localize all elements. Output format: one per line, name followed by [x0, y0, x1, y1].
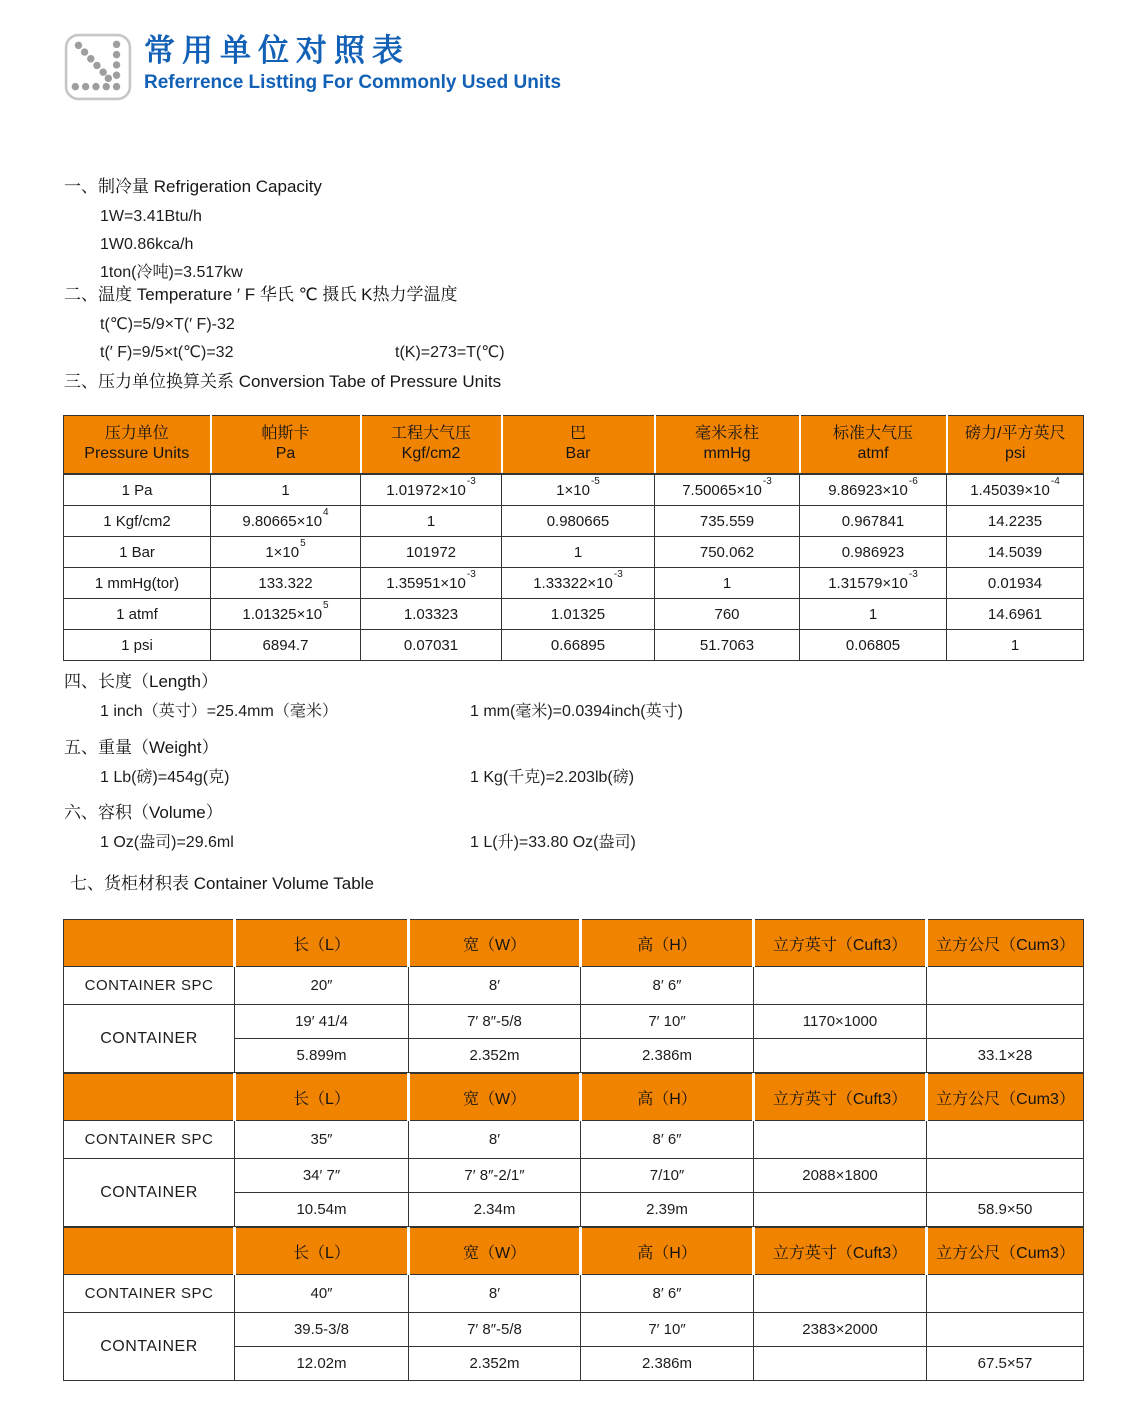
container-volume-tables [63, 919, 1084, 1381]
container-row-label: CONTAINER SPC [64, 1275, 235, 1313]
pressure-cell: 760 [655, 599, 800, 630]
container-header-cell [64, 1074, 235, 1121]
container-cell: 2088×1800 [754, 1159, 927, 1193]
pressure-header-cell: 工程大气压 Kgf/cm2 [361, 416, 502, 475]
pressure-table [63, 415, 1084, 661]
container-cell: 2.352m [409, 1347, 581, 1381]
container-cell: 2.386m [581, 1347, 754, 1381]
pressure-cell: $9.86923\times 10^{-6}$ [800, 474, 947, 506]
container-header-row [64, 1074, 1084, 1121]
pressure-cell: $1.01972\times 10^{-3}$ [361, 474, 502, 506]
formula-right: 1 L(升)=33.80 Oz(盎司) [470, 834, 636, 851]
pressure-cell: 1 [502, 537, 655, 568]
pressure-cell: 0.980665 [502, 506, 655, 537]
formula-line [100, 764, 1084, 792]
container-cell: 8′ [409, 967, 581, 1005]
formula-line [100, 829, 1084, 857]
pressure-cell: 1.01325 [502, 599, 655, 630]
pressure-cell: 0.07031 [361, 630, 502, 661]
pressure-row [64, 599, 1084, 630]
section-pressure [64, 371, 1084, 661]
container-row-label: CONTAINER SPC [64, 1121, 235, 1159]
dots-logo-icon [64, 33, 132, 101]
section-refrigeration [64, 176, 1084, 287]
pressure-cell: 750.062 [655, 537, 800, 568]
pressure-cell: 1 [947, 630, 1084, 661]
section-body [100, 764, 1084, 792]
formula-line: 1ton(冷吨)=3.517kw [100, 264, 243, 281]
container-header-cell: 高（H） [581, 1228, 754, 1275]
pressure-cell: 6894.7 [211, 630, 361, 661]
pressure-header-cell: 压力单位 Pressure Units [64, 416, 211, 475]
container-cell [754, 967, 927, 1005]
container-header-cell: 高（H） [581, 1074, 754, 1121]
container-cell: 1170×1000 [754, 1005, 927, 1039]
section-body [100, 829, 1084, 857]
pressure-cell: 0.06805 [800, 630, 947, 661]
section-length [64, 671, 1084, 726]
pressure-row [64, 506, 1084, 537]
pressure-cell: 1 mmHg(tor) [64, 568, 211, 599]
container-table [63, 1227, 1084, 1381]
container-cell: 39.5-3/8 [235, 1313, 409, 1347]
page-title: 常用单位对照表 [144, 33, 410, 68]
pressure-cell: 735.559 [655, 506, 800, 537]
pressure-cell: $1.33322\times 10^{-3}$ [502, 568, 655, 599]
formula-right: 1 mm(毫米)=0.0394inch(英寸) [470, 703, 683, 720]
container-cell [754, 1193, 927, 1227]
section-container [64, 873, 1084, 1381]
container-header-cell [64, 920, 235, 967]
container-header-cell: 立方公尺（Cum3） [927, 1074, 1084, 1121]
container-header-row [64, 920, 1084, 967]
section-heading: 七、货柜材积表 Container Volume Table [70, 874, 374, 893]
section-body [100, 311, 1084, 367]
container-cell: 8′ [409, 1121, 581, 1159]
section-heading: 二、温度 Temperature ′ F 华氏 ℃ 摄氏 K热力学温度 [64, 285, 458, 304]
container-cell: 7′ 10″ [581, 1005, 754, 1039]
pressure-cell: 1 Bar [64, 537, 211, 568]
pressure-cell: 1 [655, 568, 800, 599]
container-header-cell: 宽（W） [409, 1074, 581, 1121]
container-cell [927, 1005, 1084, 1039]
container-cell: 7/10″ [581, 1159, 754, 1193]
container-cell [927, 1275, 1084, 1313]
pressure-cell: 1 Kgf/cm2 [64, 506, 211, 537]
pressure-cell: 14.6961 [947, 599, 1084, 630]
container-spc-row [64, 1275, 1084, 1313]
pressure-cell: $9.80665\times 10^4$ [211, 506, 361, 537]
section-heading: 六、容积（Volume） [64, 803, 223, 822]
container-header-cell: 高（H） [581, 920, 754, 967]
container-spc-row [64, 1121, 1084, 1159]
container-cell: 20″ [235, 967, 409, 1005]
pressure-header-cell: 巴 Bar [502, 416, 655, 475]
pressure-cell: $1\times 10^5$ [211, 537, 361, 568]
formula-left: t(′ F)=9/5×t(℃)=32 [100, 344, 234, 361]
section-heading: 三、压力单位换算关系 Conversion Tabe of Pressure Units [64, 372, 502, 391]
container-cell: 8′ [409, 1275, 581, 1313]
container-header-cell: 宽（W） [409, 1228, 581, 1275]
formula-line: 1W=3.41Btu/h [100, 208, 202, 225]
formula-line: t(℃)=5/9×T(′ F)-32 [100, 316, 235, 333]
container-row [64, 1159, 1084, 1193]
container-cell [754, 1039, 927, 1073]
container-cell: 33.1×28 [927, 1039, 1084, 1073]
section-weight [64, 737, 1084, 792]
container-row [64, 1313, 1084, 1347]
formula-left: 1 inch（英寸）=25.4mm（毫米） [100, 703, 338, 720]
container-header-cell: 长（L） [235, 920, 409, 967]
container-cell: 8′ 6″ [581, 967, 754, 1005]
pressure-cell: 1 psi [64, 630, 211, 661]
pressure-cell: 0.967841 [800, 506, 947, 537]
container-cell: 2383×2000 [754, 1313, 927, 1347]
formula-right: t(K)=273=T(℃) [395, 344, 505, 361]
container-spc-row [64, 967, 1084, 1005]
container-cell [754, 1275, 927, 1313]
container-cell: 2.34m [409, 1193, 581, 1227]
container-cell [927, 1121, 1084, 1159]
pressure-cell: 0.986923 [800, 537, 947, 568]
container-table [63, 1073, 1084, 1227]
section-heading: 一、制冷量 Refrigeration Capacity [64, 177, 322, 196]
pressure-header-row [64, 416, 1084, 475]
container-cell: 12.02m [235, 1347, 409, 1381]
container-cell: 2.386m [581, 1039, 754, 1073]
container-cell [927, 967, 1084, 1005]
container-cell [927, 1159, 1084, 1193]
pressure-header-cell: 标准大气压 atmf [800, 416, 947, 475]
pressure-cell: 1 [800, 599, 947, 630]
container-header-row [64, 1228, 1084, 1275]
pressure-cell: 14.2235 [947, 506, 1084, 537]
container-header-cell: 立方公尺（Cum3） [927, 920, 1084, 967]
pressure-row [64, 568, 1084, 599]
pressure-cell: 1 atmf [64, 599, 211, 630]
container-cell: 2.39m [581, 1193, 754, 1227]
pressure-cell: 1 [211, 474, 361, 506]
container-cell: 19′ 41/4 [235, 1005, 409, 1039]
container-header-cell: 长（L） [235, 1228, 409, 1275]
container-row-label: CONTAINER SPC [64, 967, 235, 1005]
container-row-label: CONTAINER [64, 1313, 235, 1381]
container-cell: 5.899m [235, 1039, 409, 1073]
container-cell: 58.9×50 [927, 1193, 1084, 1227]
section-body [100, 203, 1084, 287]
formula-line: 1W0.86kca/h [100, 236, 194, 253]
section-volume [64, 802, 1084, 857]
section-body [100, 698, 1084, 726]
section-heading: 四、长度（Length） [64, 672, 218, 691]
container-row [64, 1005, 1084, 1039]
container-cell [754, 1121, 927, 1159]
formula-left: 1 Oz(盎司)=29.6ml [100, 834, 234, 851]
pressure-header-cell: 磅力/平方英尺 psi [947, 416, 1084, 475]
container-header-cell: 立方英寸（Cuft3） [754, 1074, 927, 1121]
container-cell: 7′ 8″-2/1″ [409, 1159, 581, 1193]
title-block [144, 33, 561, 94]
container-cell: 35″ [235, 1121, 409, 1159]
pressure-cell: 0.01934 [947, 568, 1084, 599]
pressure-cell: $1\times 10^{-5}$ [502, 474, 655, 506]
pressure-cell: 1.03323 [361, 599, 502, 630]
container-header-cell: 立方英寸（Cuft3） [754, 920, 927, 967]
container-cell: 8′ 6″ [581, 1121, 754, 1159]
pressure-row [64, 474, 1084, 506]
container-cell: 34′ 7″ [235, 1159, 409, 1193]
pressure-cell: $7.50065\times 10^{-3}$ [655, 474, 800, 506]
container-table [63, 919, 1084, 1073]
container-cell: 10.54m [235, 1193, 409, 1227]
container-cell: 2.352m [409, 1039, 581, 1073]
pressure-cell: $1.45039\times 10^{-4}$ [947, 474, 1084, 506]
container-cell: 7′ 10″ [581, 1313, 754, 1347]
container-header-cell: 立方公尺（Cum3） [927, 1228, 1084, 1275]
doc-header [64, 33, 561, 101]
formula-line [100, 339, 1084, 367]
container-cell: 67.5×57 [927, 1347, 1084, 1381]
pressure-cell: 1 [361, 506, 502, 537]
pressure-header-cell: 帕斯卡 Pa [211, 416, 361, 475]
pressure-cell: $1.01325\times 10^5$ [211, 599, 361, 630]
container-cell: 40″ [235, 1275, 409, 1313]
pressure-row [64, 630, 1084, 661]
pressure-cell: $1.35951\times 10^{-3}$ [361, 568, 502, 599]
container-header-cell: 宽（W） [409, 920, 581, 967]
pressure-cell: 101972 [361, 537, 502, 568]
pressure-cell: 14.5039 [947, 537, 1084, 568]
pressure-header-cell: 毫米汞柱 mmHg [655, 416, 800, 475]
formula-line [100, 698, 1084, 726]
pressure-cell: $1.31579\times 10^{-3}$ [800, 568, 947, 599]
pressure-cell: 1 Pa [64, 474, 211, 506]
container-row-label: CONTAINER [64, 1005, 235, 1073]
formula-right: 1 Kg(千克)=2.203lb(磅) [470, 769, 635, 786]
container-header-cell: 长（L） [235, 1074, 409, 1121]
container-row-label: CONTAINER [64, 1159, 235, 1227]
container-header-cell [64, 1228, 235, 1275]
container-cell: 7′ 8″-5/8 [409, 1005, 581, 1039]
container-cell [754, 1347, 927, 1381]
formula-left: 1 Lb(磅)=454g(克) [100, 769, 230, 786]
pressure-cell: 0.66895 [502, 630, 655, 661]
section-heading: 五、重量（Weight） [64, 738, 219, 757]
container-cell: 8′ 6″ [581, 1275, 754, 1313]
section-temperature [64, 284, 1084, 367]
pressure-cell: 51.7063 [655, 630, 800, 661]
pressure-row [64, 537, 1084, 568]
container-cell: 7′ 8″-5/8 [409, 1313, 581, 1347]
container-header-cell: 立方英寸（Cuft3） [754, 1228, 927, 1275]
page-subtitle: Referrence Listting For Commonly Used Units [144, 71, 562, 93]
pressure-cell: 133.322 [211, 568, 361, 599]
container-cell [927, 1313, 1084, 1347]
